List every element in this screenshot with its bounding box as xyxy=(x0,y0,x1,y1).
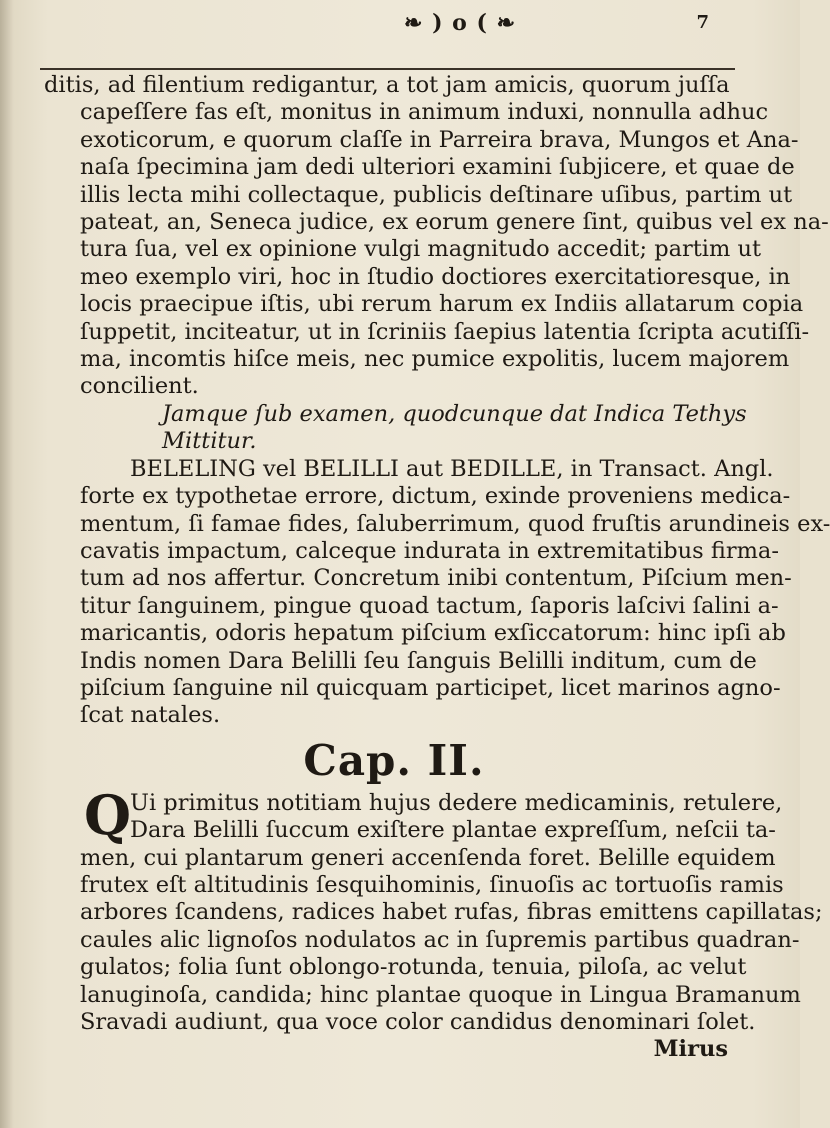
text-line: tum ad nos affertur. Concretum inibi contentum, Piſcium men- xyxy=(80,565,792,592)
text-line: mentum, ſi famae fides, ſaluberrimum, quod fruſtis arundineis ex- xyxy=(80,510,830,537)
text-line: pateat, an, Seneca judice, ex eorum genere ſint, quibus vel ex na- xyxy=(80,209,829,236)
chapter-heading: Cap. II. xyxy=(303,735,485,785)
header-rule xyxy=(40,68,735,70)
text-line: gulatos; folia ſunt oblongo-rotunda, tenuia, piloſa, ac velut xyxy=(80,954,747,981)
text-line: arbores ſcandens, radices habet rufas, fibras emittens capillatas; xyxy=(80,899,823,926)
text-line: Indis nomen Dara Belilli ſeu ſanguis Belilli inditum, cum de xyxy=(80,647,757,674)
chapter-opening xyxy=(44,782,783,847)
text-line: BELELING vel BELILLI aut BEDILLE, in Transact. Angl. xyxy=(130,455,774,482)
text-line: forte ex typothetae errore, dictum, exinde proveniens medica- xyxy=(80,483,791,510)
text-line: concilient. xyxy=(80,373,199,400)
text-line: caules alic lignoſos nodulatos ac in ſupremis partibus quadran- xyxy=(80,926,800,953)
text-line: locis praecipue iſtis, ubi rerum harum ex Indiis allatarum copia xyxy=(80,291,804,318)
verse-line: Jamque ſub examen, quodcunque dat Indica Tethys xyxy=(162,400,747,427)
text-line: Dara Belilli ſuccum exiſtere plantae expreſſum, neſcii ta- xyxy=(130,817,776,844)
text-line: ditis, ad filentium redigantur, a tot jam amicis, quorum juſſa xyxy=(44,72,730,98)
text-line: cavatis impactum, calceque indurata in extremitatibus firma- xyxy=(80,537,779,564)
page-number: 7 xyxy=(696,12,710,33)
catchword: Mirus xyxy=(653,1036,728,1063)
text-line: ſuppetit, inciteatur, ut in ſcriniis ſaepius latentia ſcripta acutiſſi- xyxy=(80,318,810,345)
text-line: piſcium ſanguine nil quicquam participet, licet marinos agno- xyxy=(80,674,781,701)
text-line: titur ſanguinem, pingue quoad tactum, ſaporis laſcivi ſalini a- xyxy=(80,592,779,619)
text-line: lanuginoſa, candida; hinc plantae quoque in Lingua Bramanum xyxy=(80,981,801,1008)
page-header xyxy=(200,10,720,40)
text-line: ma, incomtis hiſce meis, nec pumice expolitis, lucem majorem xyxy=(80,346,790,373)
text-line: illis lecta mihi collectaque, publicis deſtinare uſibus, partim ut xyxy=(80,181,793,208)
text-line: maricantis, odoris hepatum piſcium exſiccatorum: hinc ipſi ab xyxy=(80,620,786,647)
text-line: tura ſua, vel ex opinione vulgi magnitudo accedit; partim ut xyxy=(80,236,762,263)
text-line: exoticorum, e quorum claſſe in Parreira brava, Mungos et Ana- xyxy=(80,126,799,153)
drop-cap: Q xyxy=(84,782,132,847)
text-line: capeſſere fas eſt, monitus in animum induxi, nonnulla adhuc xyxy=(80,99,769,126)
text-line: Ui primitus notitiam hujus dedere medicaminis, retulere, xyxy=(130,789,783,816)
page-body xyxy=(44,72,830,1064)
page-gutter-shadow xyxy=(0,0,14,1128)
text-line: naſa ſpecimina jam dedi ulteriori examini ſubjicere, et quae de xyxy=(80,154,795,181)
text-line: men, cui plantarum generi accenſenda foret. Belille equidem xyxy=(80,844,776,871)
verse-line: Mittitur. xyxy=(162,428,257,455)
header-ornament: ❧ ) o ( ❧ xyxy=(404,10,516,36)
text-line: frutex eſt altitudinis ſesquihominis, ſinuoſis ac tortuoſis ramis xyxy=(80,871,784,898)
text-line: Sravadi audiunt, qua voce color candidus denominari ſolet. xyxy=(80,1009,756,1035)
text-line: meo exemplo viri, hoc in ſtudio doctiores exercitatioresque, in xyxy=(80,263,791,290)
text-line: ſcat natales. xyxy=(80,702,221,729)
